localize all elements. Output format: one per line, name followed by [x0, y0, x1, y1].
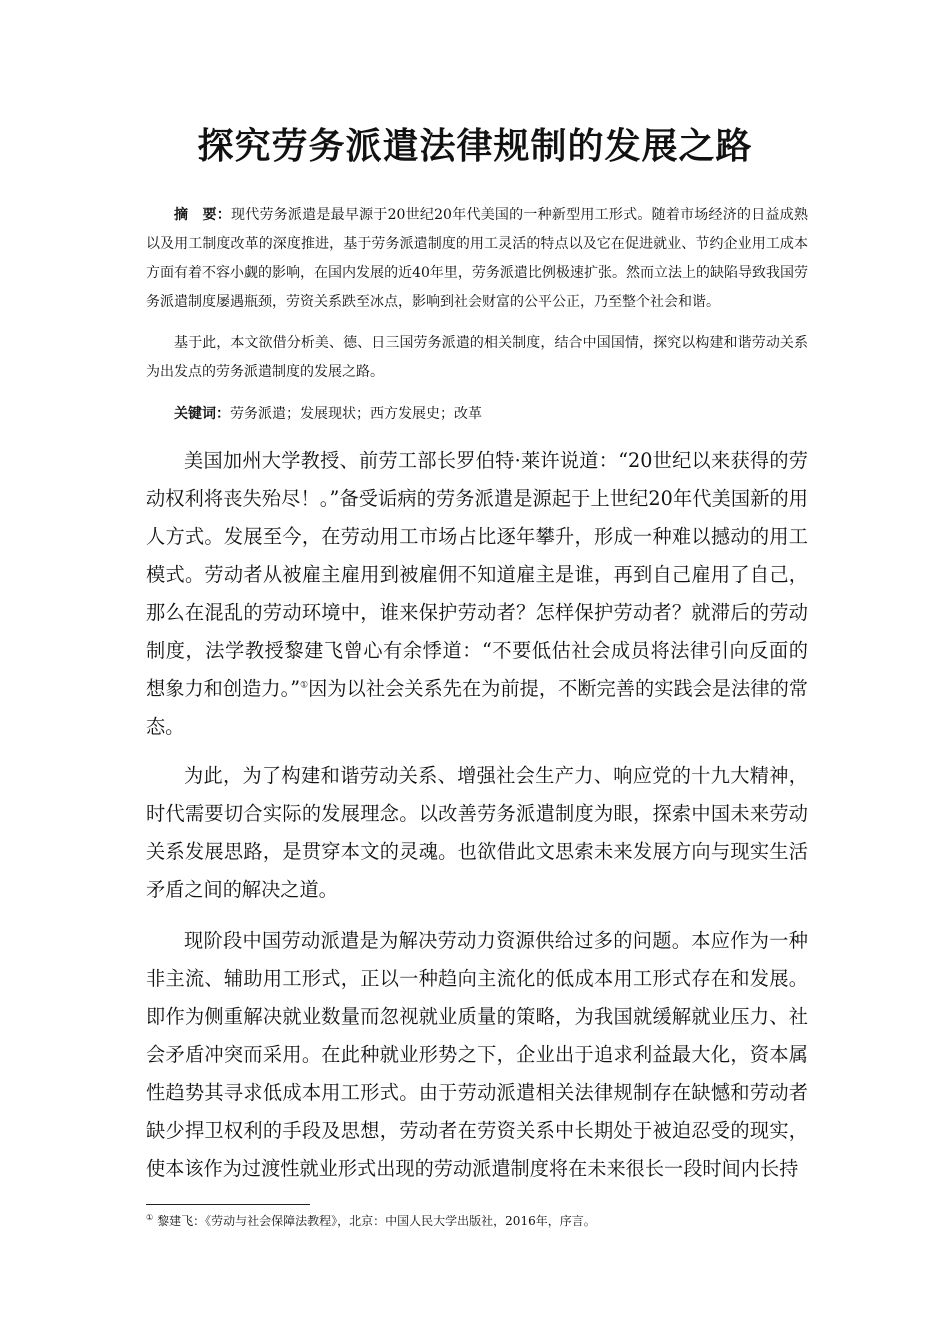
abstract-paragraph-2: 基于此，本文欲借分析美、德、日三国劳务派遣的相关制度，结合中国国情，探究以构建和谐劳动关系为出发点的劳务派遣制度的发展之路。: [146, 335, 808, 380]
footnote-mark: ①: [146, 1213, 154, 1222]
footnote-reference[interactable]: ①: [300, 680, 309, 691]
footnote-divider: [146, 1204, 310, 1205]
document-title: 探究劳务派遣法律规制的发展之路: [197, 126, 753, 167]
body-paragraph-2: 为此，为了构建和谐劳动关系、增强社会生产力、响应党的十九大精神，时代需要切合实际的发展理念。以改善劳务派遣制度为眼，探索中国未来劳动关系发展思路，是贯穿本文的灵魂。也欲借此文思索未来发展方向与现实生活矛盾之间的解决之道。: [146, 764, 808, 901]
keywords-line: [146, 400, 808, 429]
footnote-text: 黎建飞：《劳动与社会保障法教程》，北京：中国人民大学出版社，2016年，序言。: [157, 1214, 596, 1228]
body-paragraph-1: [146, 442, 808, 746]
footnote: [146, 1210, 596, 1232]
keywords-label: 关键词：: [174, 406, 230, 422]
abstract-paragraph: [146, 201, 808, 317]
body-paragraph-1-tail: 因为以社会关系先在为前提，不断完善的实践会是法律的常态。: [146, 677, 808, 738]
body-paragraph-1-text: 美国加州大学教授、前劳工部长罗伯特·莱许说道：“20世纪以来获得的劳动权利将丧失殆尽！。”备受诟病的劳务派遣是源起于上世纪20年代美国新的用人方式。发展至今，在劳动用工市场占比逐年攀升，形成一种难以撼动的用工模式。劳动者从被雇主雇用到被雇佣不知道雇主是谁，再到自己雇用了自己，那么在混乱的劳动环境中，谁来保护劳动者？怎样保护劳动者？就滞后的劳动制度，法学教授黎建飞曾心有余悸道：“不要低估社会成员将法律引向反面的想象力和创造力。”: [146, 449, 808, 700]
keywords-text: 劳务派遣；发展现状；西方发展史；改革: [230, 406, 482, 422]
body-paragraph-3: 现阶段中国劳动派遣是为解决劳动力资源供给过多的问题。本应作为一种非主流、辅助用工形式，正以一种趋向主流化的低成本用工形式存在和发展。即作为侧重解决就业数量而忽视就业质量的策略，为我国就缓解就业压力、社会矛盾冲突而采用。在此种就业形势之下，企业出于追求利益最大化，资本属性趋势其寻求低成本用工形式。由于劳动派遣相关法律规制存在缺憾和劳动者缺少捍卫权利的手段及思想，劳动者在劳资关系中长期处于被迫忍受的现实，使本该作为过渡性就业形式出现的劳动派遣制度将在未来很长一段时间内长持: [146, 929, 808, 1180]
abstract-label: 摘 要：: [174, 207, 231, 223]
abstract-text: 现代劳务派遣是最早源于20世纪20年代美国的一种新型用工形式。随着市场经济的日益成熟以及用工制度改革的深度推进，基于劳务派遣制度的用工灵活的特点以及它在促进就业、节约企业用工成本方面有着不容小觑的影响，在国内发展的近40年里，劳务派遣比例极速扩张。然而立法上的缺陷导致我国劳务派遣制度屡遇瓶颈，劳资关系跌至冰点，影响到社会财富的公平公正，乃至整个社会和谐。: [146, 207, 808, 310]
